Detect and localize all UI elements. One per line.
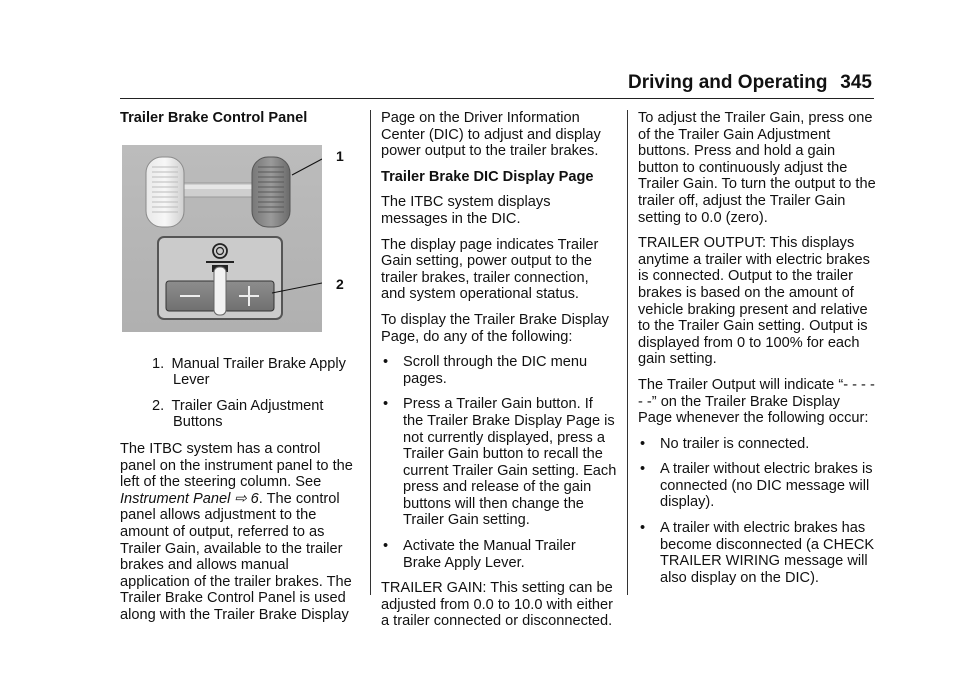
paragraph: The display page indicates Trailer Gain setting, power output to the trailer brakes, trailer connection, and system operational status. [381, 236, 599, 303]
list-item [638, 436, 878, 453]
intro-text-a: The ITBC system has a control panel on the instrument panel to the left of the steering column. See [120, 440, 353, 491]
page-number: 345 [840, 72, 872, 93]
bullet-icon: • [383, 354, 389, 371]
list-item-text: Scroll through the DIC menu pages. [403, 354, 588, 387]
bullet-icon: • [640, 520, 646, 537]
column-divider-1 [370, 110, 371, 595]
section-title: Driving and Operating [628, 72, 828, 93]
bullet-icon: • [640, 435, 646, 452]
list-item-text: A trailer with electric brakes has become disconnected (a CHECK TRAILER WIRING message will also display on the DIC). [660, 520, 875, 586]
paragraph: TRAILER OUTPUT: This displays anytime a trailer with electric brakes is connected. Output to the trailer brakes is based on the amount of vehicle braking present and relative to the Trailer Gain setting. Output is displayed from 0 to 100% for each gain setting. [638, 235, 870, 368]
section-heading: Trailer Brake Control Panel [120, 110, 308, 126]
bullet-icon: • [383, 396, 389, 413]
panel-drawing [122, 145, 322, 332]
list-item [381, 396, 617, 529]
callout-1: 1 [336, 148, 344, 164]
xref-page: ⇨ 6 [234, 490, 259, 507]
trailer-brake-panel-illustration [122, 145, 322, 332]
list-item [638, 461, 878, 511]
instrument-panel-link[interactable]: Instrument Panel [120, 490, 231, 507]
caption-1: 1. Manual Trailer Brake Apply Lever [152, 355, 346, 389]
paragraph: The ITBC system displays messages in the DIC. [381, 194, 551, 227]
column-2 [381, 110, 617, 639]
column-3 [638, 110, 878, 595]
intro-paragraph [120, 441, 356, 624]
bullet-icon: • [640, 461, 646, 478]
paragraph: To adjust the Trailer Gain, press one of the Trailer Gain Adjustment buttons. Press and hold a gain button to continuously adjust the Trailer Gain. To turn the output to the trailer off, adjust the Trailer Gain setting to 0.0 (zero). [638, 110, 876, 226]
intro-text-b: . The control panel allows adjustment to the amount of output, referred to as Trailer Gain, available to the trailer brakes and allows manual application of the trailer brakes. The Trailer Brake Control Panel is used along with the Trailer Brake Display [120, 490, 352, 623]
list-item-text: No trailer is connected. [660, 435, 810, 452]
list-item-text: Press a Trailer Gain button. If the Trailer Brake Display Page is not currently displayed, press a Trailer Gain button to recall the current Trailer Gain setting. Each press and release of the gain buttons will then change the Trailer Gain setting. [403, 396, 617, 529]
list-item-text: A trailer without electric brakes is connected (no DIC message will display). [660, 461, 873, 511]
subheading-dic-display: Trailer Brake DIC Display Page [381, 168, 594, 185]
list-item [381, 538, 617, 571]
caption-2: 2. Trailer Gain Adjustment Buttons [152, 397, 324, 431]
paragraph: TRAILER GAIN: This setting can be adjusted from 0.0 to 10.0 with either a trailer connected or disconnected. [381, 580, 614, 630]
paragraph: The Trailer Output will indicate “- - - - - -” on the Trailer Brake Display Page whenever the following occur: [638, 376, 875, 427]
bullet-icon: • [383, 538, 389, 555]
paragraph: To display the Trailer Brake Display Page, do any of the following: [381, 311, 609, 345]
callout-2: 2 [336, 276, 344, 292]
list-item-text: Activate the Manual Trailer Brake Apply Lever. [403, 538, 576, 571]
list-item [381, 354, 617, 387]
header-rule [120, 98, 874, 99]
column-divider-2 [627, 110, 628, 595]
list-item [638, 520, 878, 586]
continued-paragraph: Page on the Driver Information Center (DIC) to adjust and display power output to the trailer brakes. [381, 110, 601, 160]
page-header [628, 70, 878, 98]
